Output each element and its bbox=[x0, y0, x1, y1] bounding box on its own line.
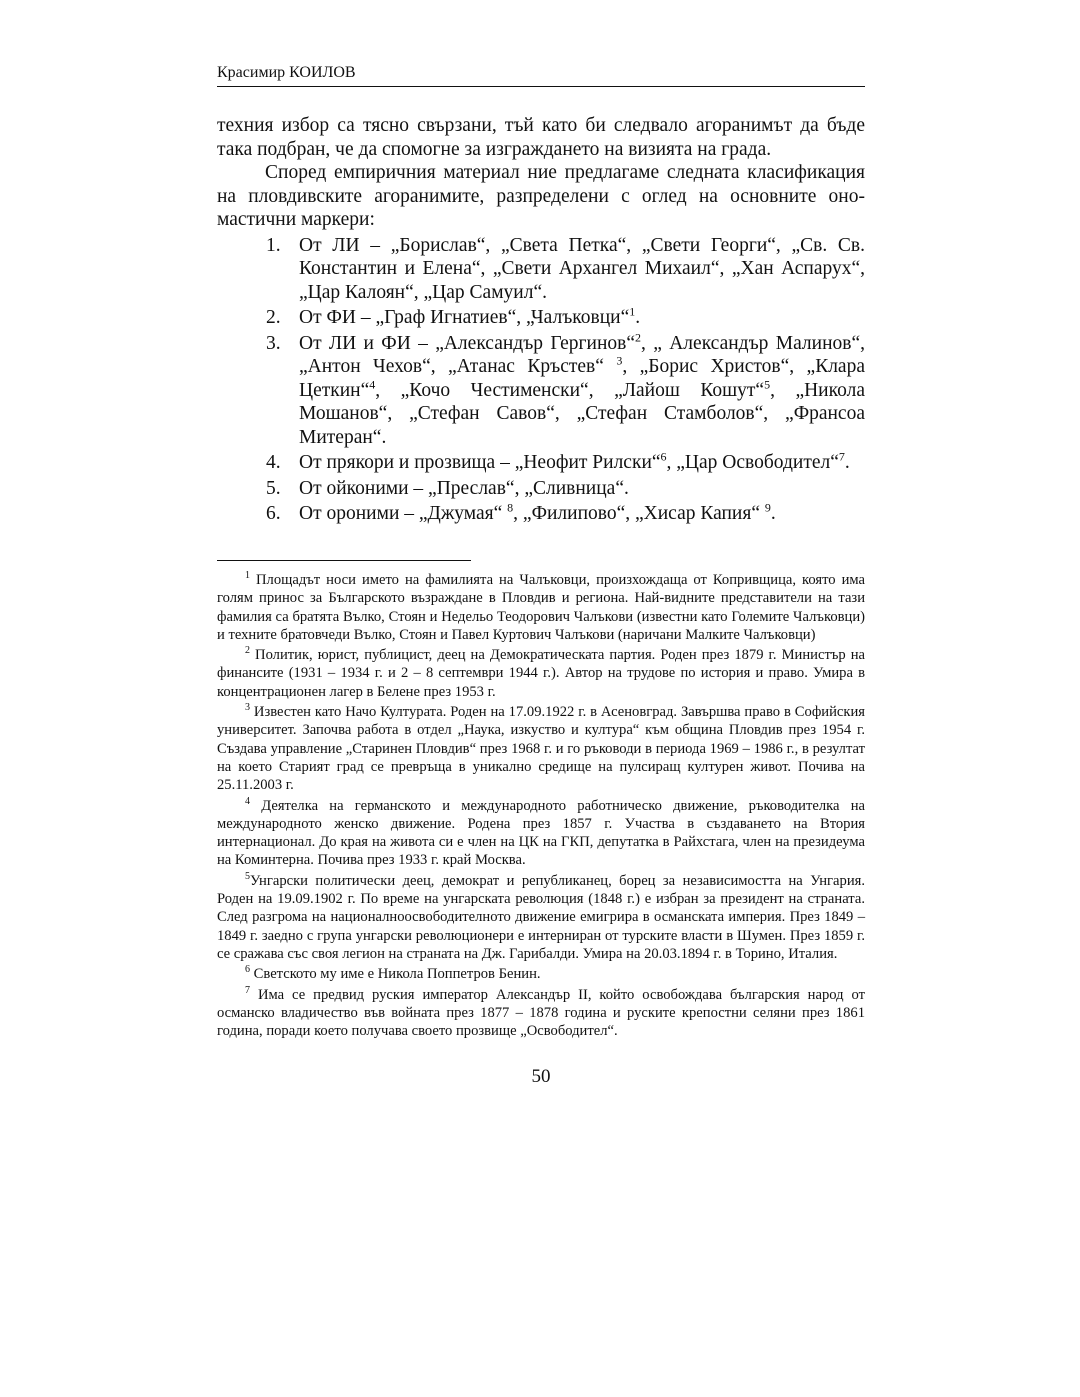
paragraph-1: техния избор са тясно свързани, тъй като би следвало агоранимът да бъде така подбран, че да спомогне за изграждането на визията на града. bbox=[217, 115, 865, 160]
footnote-separator bbox=[217, 560, 471, 561]
footnote bbox=[217, 872, 865, 963]
footnote-text: Известен като Начо Културата. Роден на 17.09.1922 г. в Асеновград. Завършва право в Софийския университет. Започва работа в отдел „Наука, изкуство и култура“ към община Пловдив през 1954 г. Създава управление „Старинен Пловдив“ през 1968 г. и го ръководи в периода 1969 – 1986 г., в резултат на което Старият град се превръща в уникално средище на пулсиращ културен живот. Почива на 25.11.2003 г. bbox=[217, 704, 865, 794]
list-item bbox=[217, 332, 865, 450]
footnote bbox=[217, 965, 865, 983]
running-head-author: Красимир КОИЛОВ bbox=[217, 62, 865, 87]
page-number: 50 bbox=[531, 1066, 551, 1087]
main-text bbox=[217, 114, 865, 528]
footnote-text: Светското му име е Никола Поппетров Бенин. bbox=[250, 966, 541, 983]
footnote bbox=[217, 703, 865, 794]
footnote-number: 3 bbox=[245, 702, 250, 714]
footnote-ref: 3 bbox=[616, 353, 623, 368]
list-text: , „Филипово“, „Хисар Капия“ bbox=[513, 503, 765, 524]
footnote-number: 6 bbox=[245, 964, 250, 976]
list-text: , „Цар Освободител“ bbox=[666, 452, 839, 473]
list-item bbox=[217, 234, 865, 305]
footnote-text: Политик, юрист, публицист, деец на Демократическата партия. Роден през 1879 г. Министър на финансите (1931 – 1934 г. и 2 – 8 септември 1944 г.). Автор на трудове по история и право. Умира в концентрационен лагер в Белене през 1953 г. bbox=[217, 647, 865, 700]
footnote-ref: 6 bbox=[660, 449, 667, 464]
footnote-text: Площадът носи името на фамилията на Чалъковци, произхождаща от Копривщица, която има голям принос за Българското възраждане в Пловдив и региона. Най-видните представители на тази фамилия са братята Вълко, Стоян и Недельо Теодорович Чалъкови (известни като Големите Чалъковци) и техните братовчеди Вълко, Стоян и Павел Куртович Чалъкови (наричани Малките Чалъковци) bbox=[217, 572, 865, 643]
footnote-number: 7 bbox=[245, 984, 250, 996]
list-text: От прякори и прозвища – „Неофит Рилски“ bbox=[299, 452, 661, 473]
footnote-ref: 5 bbox=[764, 377, 771, 391]
list-item bbox=[217, 306, 865, 330]
list-number: 4. bbox=[266, 452, 281, 473]
footnote-ref: 1 bbox=[629, 304, 636, 319]
footnote-ref: 8 bbox=[507, 500, 514, 515]
footnote-ref: 2 bbox=[635, 330, 642, 344]
list-text: . bbox=[844, 452, 850, 473]
classification-list bbox=[217, 234, 865, 526]
list-text: От ФИ – „Граф Игнатиев“, „Чалъковци“ bbox=[299, 307, 630, 328]
list-text: От ойконими – „Преслав“, „Сливница“. bbox=[299, 477, 629, 499]
list-text: От ороними – „Джумая“ bbox=[299, 503, 508, 524]
footnote-number: 4 bbox=[245, 795, 250, 807]
footnote bbox=[217, 986, 865, 1041]
footnote-number: 1 bbox=[245, 570, 250, 582]
list-item bbox=[217, 451, 865, 475]
list-text: , „Борис Христов“, „Клара Цеткин“ bbox=[299, 356, 865, 401]
footnotes bbox=[217, 571, 865, 1042]
footnote bbox=[217, 797, 865, 870]
list-number: 1. bbox=[266, 234, 281, 256]
paragraph-2: Според емпиричния материал ние предлагаме следната класификация на пловдивските агоранимите, разпределени с оглед на основните ономастични маркери: bbox=[217, 162, 865, 230]
footnote-ref: 4 bbox=[369, 377, 376, 391]
footnote bbox=[217, 646, 865, 701]
list-text: От ЛИ и ФИ – „Александър Гергинов“ bbox=[299, 332, 636, 354]
list-text: , „ Александър Малинов“, „Антон Чехов“, „Атанас Кръстев“ bbox=[299, 332, 865, 377]
list-number: 6. bbox=[266, 503, 281, 524]
footnote-text: Има се предвид руския император Александър II, който освобождава българския народ от османско владичество във войната през 1877 – 1878 година и руските крепостни селяни през 1861 година, поради което получава своето прозвище „Освободител“. bbox=[217, 986, 865, 1040]
footnote bbox=[217, 571, 865, 644]
list-text: , „Кочо Честименски“, „Лайош Кошут“ bbox=[375, 379, 765, 401]
list-text: , „Никола Мошанов“, „Стефан Савов“, „Стефан Стамболов“, „Франсоа Митеран“. bbox=[299, 379, 865, 448]
footnote-text: Унгарски политически деец, демократ и републиканец, борец за независимостта на Унгария. Роден на 19.09.1902 г. По време на унгарската революция (1848 г.) е избран за президент на страната. След разгрома на националноосвободителното движение емигрира в османската империя. През 1849 – 1849 г. заедно с група унгарски революционери е интерниран от турските власти в Шумен. През 1859 г. се сражава със своя легион на страната на Дж. Гарибалди. Умира на 20.03.1894 г. в Торино, Италия. bbox=[217, 872, 865, 962]
footnote-ref: 7 bbox=[838, 449, 845, 464]
list-number: 2. bbox=[266, 307, 281, 328]
footnote-number: 5 bbox=[245, 870, 250, 882]
list-text: . bbox=[770, 503, 776, 524]
list-number: 3. bbox=[266, 332, 281, 354]
list-text: От ЛИ – „Борислав“, „Света Петка“, „Свети Георги“, „Св. Св. Константин и Елена“, „Свети Архангел Михаил“, „Хан Аспарух“, „Цар Калоян“, „Цар Самуил“. bbox=[299, 234, 865, 303]
footnote-text: Деятелка на германското и международното работническо движение, ръководителка на международното женско движение. Родена през 1857 г. Участва в създаването на Втория интернационал. До края на живота си е член на ЦК на ГКП, депутатка в Райхстага, член на президеума на Коминтерна. Почива през 1933 г. край Москва. bbox=[217, 797, 865, 869]
list-number: 5. bbox=[266, 477, 281, 499]
list-item bbox=[217, 477, 865, 501]
list-text: . bbox=[635, 307, 641, 328]
list-item bbox=[217, 502, 865, 526]
footnote-ref: 9 bbox=[764, 500, 771, 515]
footnote-number: 2 bbox=[245, 645, 250, 657]
